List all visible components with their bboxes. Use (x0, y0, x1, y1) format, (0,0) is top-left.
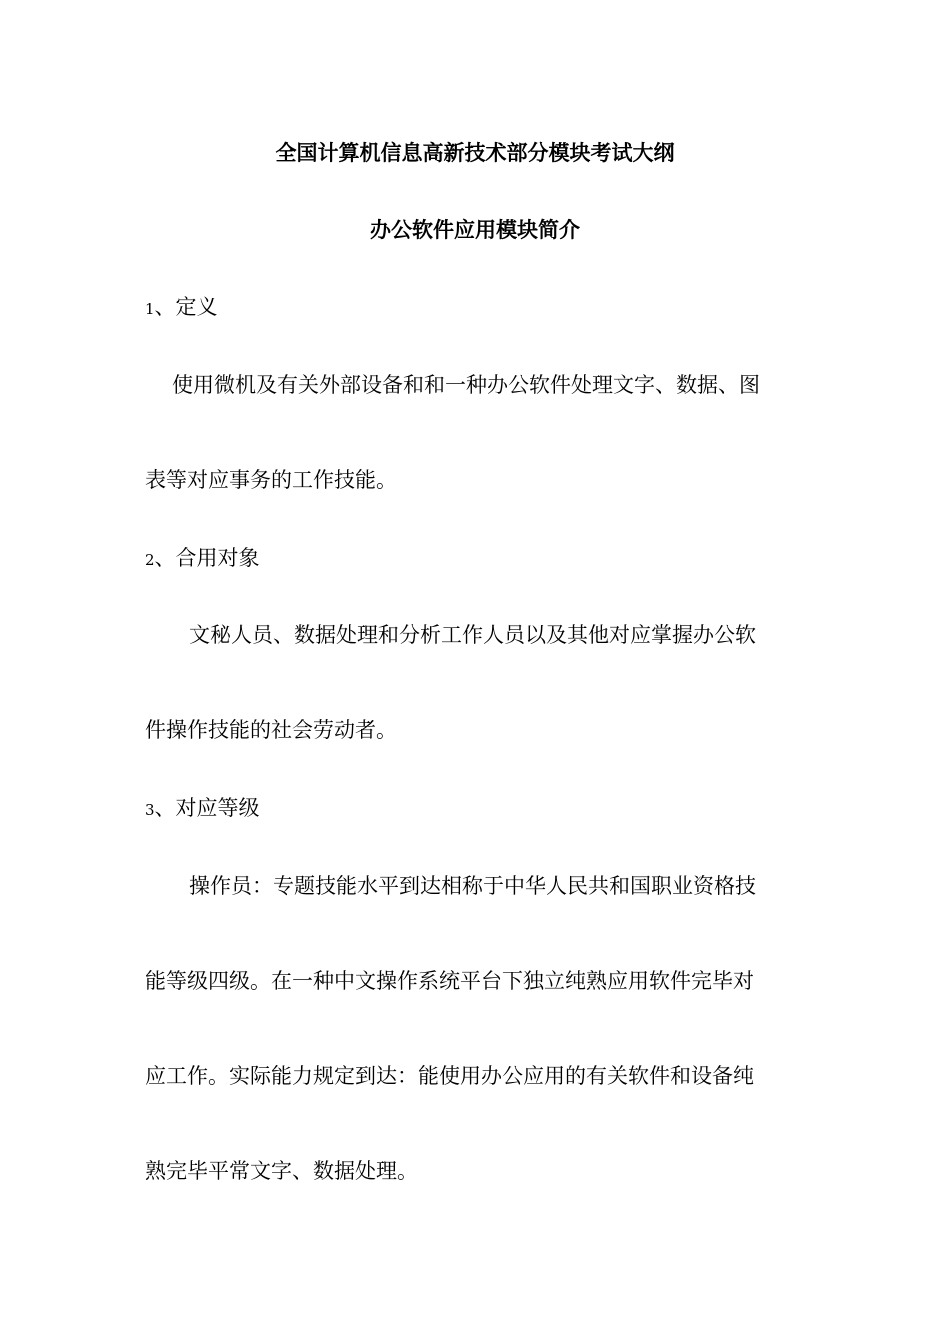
section-title: 对应等级 (175, 796, 260, 820)
section-separator: 、 (154, 796, 176, 820)
section-separator: 、 (154, 295, 176, 319)
section-heading-2 (145, 545, 260, 573)
section-number: 1 (145, 300, 155, 318)
paragraph-line: 能等级四级。在一种中文操作系统平台下独立纯熟应用软件完毕对 (145, 969, 754, 993)
section-title: 定义 (175, 295, 218, 319)
paragraph-line: 使用微机及有关外部设备和和一种办公软件处理文字、数据、图 (172, 373, 760, 397)
paragraph-line: 熟完毕平常文字、数据处理。 (145, 1159, 418, 1183)
section-heading-1 (145, 294, 218, 322)
document-subtitle: 办公软件应用模块简介 (370, 218, 580, 242)
paragraph-line: 应工作。实际能力规定到达：能使用办公应用的有关软件和设备纯 (145, 1064, 754, 1088)
section-number: 3 (145, 801, 155, 819)
paragraph-line: 操作员：专题技能水平到达相称于中华人民共和国职业资格技 (189, 874, 756, 898)
paragraph-line: 表等对应事务的工作技能。 (145, 468, 397, 492)
paragraph-line: 文秘人员、数据处理和分析工作人员以及其他对应掌握办公软 (189, 623, 756, 647)
paragraph-line: 件操作技能的社会劳动者。 (145, 718, 397, 742)
section-separator: 、 (154, 546, 176, 570)
document-title: 全国计算机信息高新技术部分模块考试大纲 (275, 141, 675, 165)
section-heading-3 (145, 795, 260, 823)
section-title: 合用对象 (175, 546, 260, 570)
section-number: 2 (145, 551, 155, 569)
